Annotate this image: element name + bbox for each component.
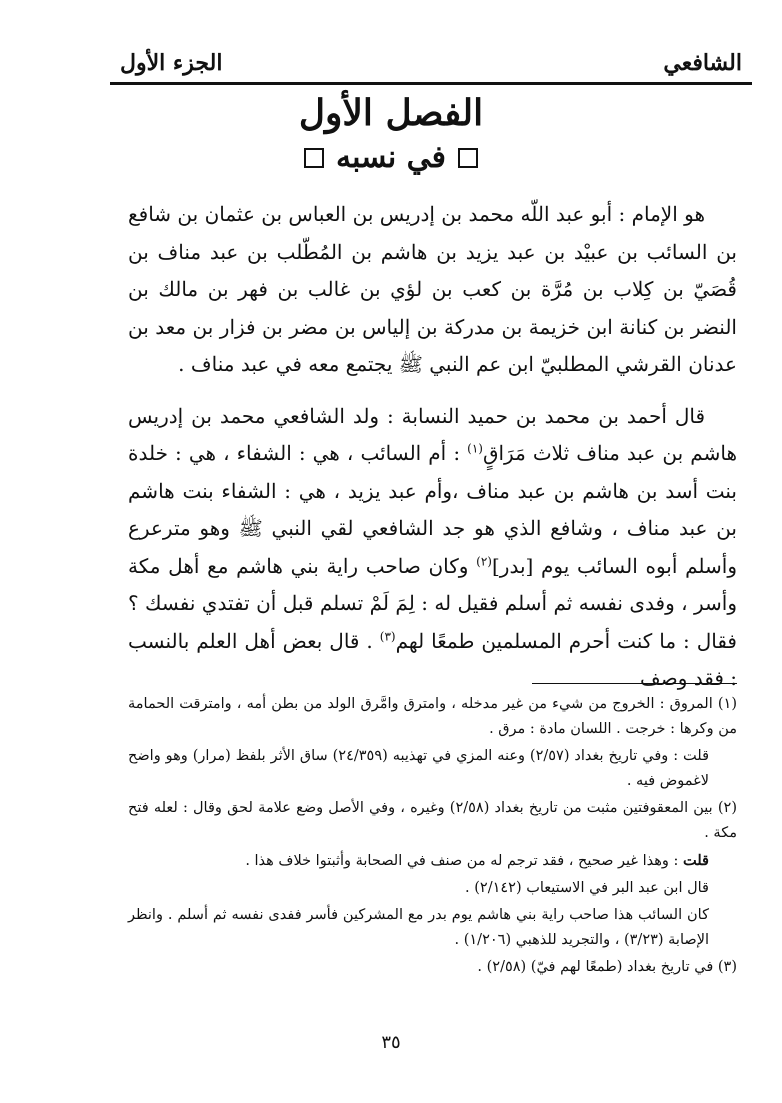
paragraph-text: . قال بعض أهل العلم بالنسب : فقد وصف [128,628,737,690]
footnotes [128,692,737,982]
square-ornament-icon [304,148,324,168]
footnote-2-comment [128,848,737,874]
paragraph-text: وكان صاحب راية بني هاشم مع أهل مكة وأسر ، وفدى نفسه ثم أسلم فقيل له : لِمَ لَمْ تسلم قبل أن تفتدي نفسك ؟ فقال : ما كنت أحرم المسلمين طمعًا لهم [128,553,737,653]
chapter-subtitle [0,140,782,175]
footnote-1: (١) المروق : الخروج من شيء من غير مدخله ، وامترق وامَّرق الولد من بطن أمه ، وامترقت الحمامة من وكرها : خرجت . اللسان مادة : مرق . [128,696,737,737]
footnote-2-citation: قال ابن عبد البر في الاستيعاب (٢/١٤٢) . [465,880,709,896]
footnote-1-comment: قلت : وفي تاريخ بغداد (٢/٥٧) وعنه المزي في تهذيبه (٢٤/٣٥٩) ساق الأثر بلفظ (مرار) وهو واضح لاغموض فيه . [128,748,710,789]
page-number: ٣٥ [381,1032,401,1053]
footnote-2: (٢) بين المعقوفتين مثبت من تاريخ بغداد (٢/٥٨) وغيره ، وفي الأصل وضع علامة لحق وقال : لعله فتح مكة . [128,800,737,841]
chapter-subtitle-text: في نسبه [335,140,447,175]
paragraph-text: قال أحمد بن محمد بن حميد النسابة : ولد الشافعي محمد بن إدريس هاشم بن عبد مناف ثلاث مَرَاقٍ [128,403,737,465]
header-rule [110,82,752,85]
paragraph-lineage: هو الإمام : أبو عبد اللّه محمد بن إدريس بن العباس بن عثمان بن شافع بن السائب بن عبيْد بن عبد يزيد بن هاشم بن المُطّلب بن عبد مناف بن قُصَيّ بن كِلاب بن مُرَّة بن كعب بن لؤي بن غالب بن فهر بن مالك بن النضر بن كنانة ابن خزيمة بن مدركة بن إلياس بن مضر بن فزار بن معد بن عدنان القرشي المطلبيّ ابن عم النبي ﷺ يجتمع معه في عبد مناف . [128,202,737,376]
footnote-marker: (٣) [379,628,396,643]
running-header [120,42,742,76]
main-text [128,196,737,698]
header-volume: الجزء الأول [120,50,223,76]
qult-label: قلت [683,852,709,869]
footnote-3: (٣) في تاريخ بغداد (طمعًا لهم فيّ) (٢/٥٨) . [477,959,737,975]
footnote-separator [532,683,737,684]
paragraph-narration [128,398,737,698]
header-book-title: الشافعي [663,50,742,76]
paragraph-text: : أم السائب ، هي : الشفاء ، هي : خلدة بنت أسد بن هاشم بن عبد مناف ،وأم عبد يزيد ، هي : الشفاء بنت هاشم بن عبد مناف ، وشافع الذي هو جد الشافعي لقي النبي ﷺ وهو مترعرع وأسلم أبوه السائب يوم [بدر] [128,441,737,578]
footnote-marker: (١) [467,441,483,456]
footnote-text: : وهذا غير صحيح ، فقد ترجم له من صنف في الصحابة وأثبتوا خلاف هذا . [245,853,684,869]
square-ornament-icon [458,148,478,168]
footnote-marker: (٢) [476,553,492,568]
footnote-2-quote: كان السائب هذا صاحب راية بني هاشم يوم بدر مع المشركين فأسر ففدى نفسه ثم أسلم . وانظر الإصابة (٣/٢٣) ، والتجريد للذهبي (١/٢٠٦) . [128,907,709,948]
chapter-title: الفصل الأول [298,92,484,134]
